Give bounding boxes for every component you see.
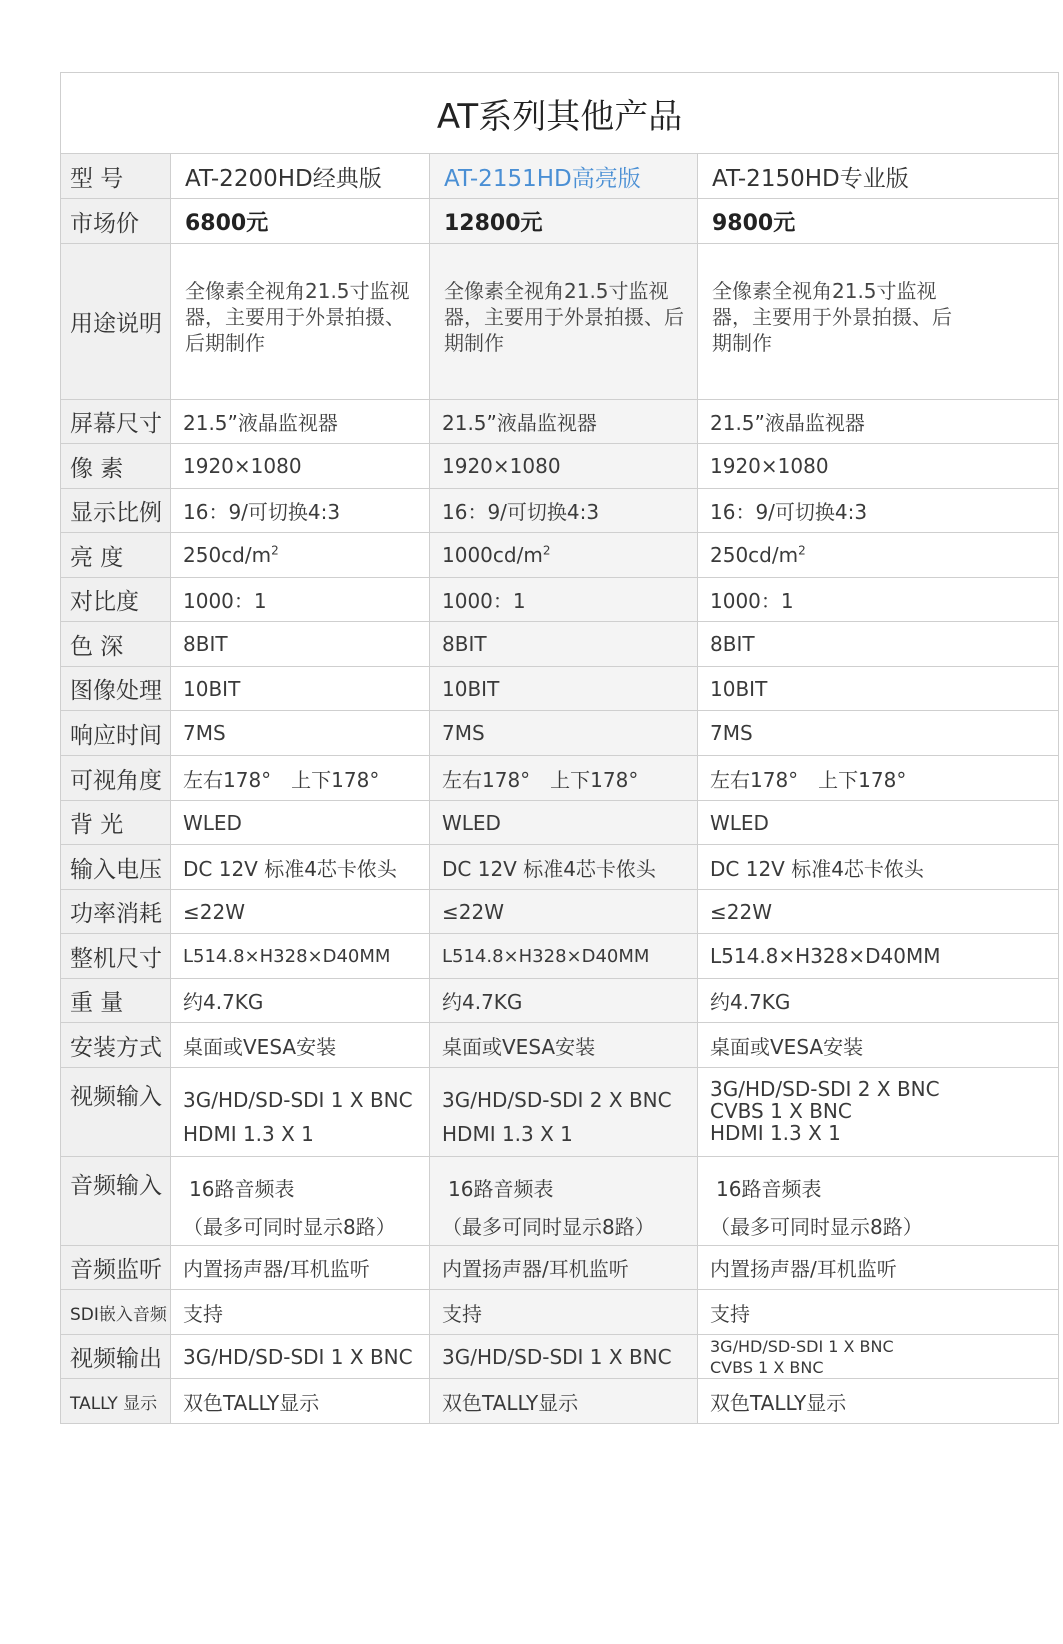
cell-value: 支持	[430, 1290, 698, 1335]
superscript: 2	[271, 543, 279, 558]
row-label: 整机尺寸	[61, 934, 171, 979]
row-dimensions	[61, 934, 1059, 979]
row-label: 音频输入	[61, 1157, 171, 1246]
row-video-input	[61, 1068, 1059, 1157]
row-processing	[61, 667, 1059, 711]
cell-value: 内置扬声器/耳机监听	[171, 1246, 430, 1290]
row-audio-monitor	[61, 1246, 1059, 1290]
cell-value	[171, 1068, 430, 1157]
cell-value	[698, 533, 1059, 578]
cell-value: L514.8×H328×D40MM	[171, 934, 430, 979]
cell-value: 约4.7KG	[698, 979, 1059, 1023]
cell-line: （最多可同时显示8路）	[710, 1215, 923, 1239]
usage-description: 全像素全视角21.5寸监视器，主要用于外景拍摄、后期制作	[698, 244, 1059, 400]
row-label: 屏幕尺寸	[61, 400, 171, 444]
cell-value: 桌面或VESA安装	[698, 1023, 1059, 1068]
cell-line: 3G/HD/SD-SDI 2 X BNC	[442, 1088, 672, 1112]
cell-value: 16：9/可切换4:3	[698, 489, 1059, 533]
brightness-value: 250cd/m	[183, 543, 272, 567]
row-response	[61, 711, 1059, 756]
cell-line: CVBS 1 X BNC	[710, 1357, 824, 1377]
cell-value: WLED	[430, 801, 698, 845]
cell-value: 7MS	[698, 711, 1059, 756]
cell-value: 桌面或VESA安装	[430, 1023, 698, 1068]
row-label: 安装方式	[61, 1023, 171, 1068]
cell-line: （最多可同时显示8路）	[442, 1215, 655, 1239]
cell-value: 支持	[171, 1290, 430, 1335]
row-backlight	[61, 801, 1059, 845]
cell-value: L514.8×H328×D40MM	[430, 934, 698, 979]
cell-value	[430, 1157, 698, 1246]
usage-description: 全像素全视角21.5寸监视器，主要用于外景拍摄、后期制作	[171, 244, 430, 400]
row-ratio	[61, 489, 1059, 533]
cell-value: 1000：1	[698, 578, 1059, 622]
row-video-output	[61, 1335, 1059, 1379]
cell-value: 7MS	[171, 711, 430, 756]
cell-value: 约4.7KG	[171, 979, 430, 1023]
row-screen	[61, 400, 1059, 444]
row-label: 背 光	[61, 801, 171, 845]
cell-value: 21.5”液晶监视器	[698, 400, 1059, 444]
cell-value: 左右178° 上下178°	[698, 756, 1059, 801]
cell-value: 8BIT	[171, 622, 430, 667]
row-label: 型 号	[61, 154, 171, 199]
usage-description: 全像素全视角21.5寸监视器，主要用于外景拍摄、后期制作	[430, 244, 698, 400]
cell-value	[171, 533, 430, 578]
row-mount	[61, 1023, 1059, 1068]
spec-table-container	[60, 72, 1058, 1424]
model-name: AT-2200HD经典版	[171, 154, 430, 199]
brightness-value: 1000cd/m	[442, 543, 543, 567]
cell-value: 1000：1	[430, 578, 698, 622]
cell-value: 8BIT	[430, 622, 698, 667]
cell-line: 16路音频表	[448, 1177, 554, 1201]
row-voltage	[61, 845, 1059, 890]
row-label: 像 素	[61, 444, 171, 489]
cell-line: 3G/HD/SD-SDI 2 X BNC	[710, 1077, 940, 1101]
row-contrast	[61, 578, 1059, 622]
cell-value: 1920×1080	[430, 444, 698, 489]
row-label: 图像处理	[61, 667, 171, 711]
cell-value	[698, 1068, 1059, 1157]
row-price	[61, 199, 1059, 244]
row-model	[61, 154, 1059, 199]
cell-value: 双色TALLY显示	[430, 1379, 698, 1424]
cell-value: 1000：1	[171, 578, 430, 622]
row-audio-input	[61, 1157, 1059, 1246]
cell-value: 支持	[698, 1290, 1059, 1335]
title-row	[61, 73, 1059, 154]
cell-value: 10BIT	[698, 667, 1059, 711]
cell-value: 21.5”液晶监视器	[430, 400, 698, 444]
cell-value	[430, 1335, 698, 1379]
cell-value: 左右178° 上下178°	[171, 756, 430, 801]
row-tally	[61, 1379, 1059, 1424]
row-label: 输入电压	[61, 845, 171, 890]
cell-line: 16路音频表	[716, 1177, 822, 1201]
cell-value: 21.5”液晶监视器	[171, 400, 430, 444]
row-label: 响应时间	[61, 711, 171, 756]
cell-value: L514.8×H328×D40MM	[698, 934, 1059, 979]
row-label: 显示比例	[61, 489, 171, 533]
cell-value	[171, 1157, 430, 1246]
cell-value: DC 12V 标准4芯卡侬头	[171, 845, 430, 890]
price-value: 6800元	[171, 199, 430, 244]
row-label: 亮 度	[61, 533, 171, 578]
row-brightness	[61, 533, 1059, 578]
cell-line: （最多可同时显示8路）	[183, 1215, 396, 1239]
cell-value: 1920×1080	[171, 444, 430, 489]
cell-value: 内置扬声器/耳机监听	[430, 1246, 698, 1290]
cell-value: DC 12V 标准4芯卡侬头	[698, 845, 1059, 890]
cell-value	[430, 533, 698, 578]
cell-value: 左右178° 上下178°	[430, 756, 698, 801]
cell-value: WLED	[698, 801, 1059, 845]
row-label: 功率消耗	[61, 890, 171, 934]
cell-value: 双色TALLY显示	[171, 1379, 430, 1424]
superscript: 2	[798, 543, 806, 558]
page-title: AT系列其他产品	[61, 73, 1059, 154]
row-label: SDI嵌入音频	[61, 1290, 171, 1335]
cell-value: ≤22W	[430, 890, 698, 934]
cell-line: 3G/HD/SD-SDI 1 X BNC	[183, 1088, 413, 1112]
cell-line: HDMI 1.3 X 1	[442, 1122, 573, 1146]
row-label: 对比度	[61, 578, 171, 622]
superscript: 2	[542, 543, 551, 558]
row-label: 可视角度	[61, 756, 171, 801]
price-value: 12800元	[430, 199, 698, 244]
cell-value	[698, 1157, 1059, 1246]
cell-value: 桌面或VESA安装	[171, 1023, 430, 1068]
row-label: 音频监听	[61, 1246, 171, 1290]
row-label: 视频输出	[61, 1335, 171, 1379]
cell-line: HDMI 1.3 X 1	[183, 1122, 314, 1146]
cell-value: 约4.7KG	[430, 979, 698, 1023]
model-name-highlighted: AT-2151HD高亮版	[430, 154, 698, 199]
cell-line: CVBS 1 X BNC	[710, 1099, 852, 1123]
row-usage	[61, 244, 1059, 400]
row-label: 市场价	[61, 199, 171, 244]
cell-value: 10BIT	[171, 667, 430, 711]
row-weight	[61, 979, 1059, 1023]
spec-table	[60, 72, 1059, 1424]
cell-value: 1920×1080	[698, 444, 1059, 489]
row-sdi-audio	[61, 1290, 1059, 1335]
cell-value: WLED	[171, 801, 430, 845]
brightness-value: 250cd/m	[710, 543, 799, 567]
cell-value: ≤22W	[171, 890, 430, 934]
row-label: 重 量	[61, 979, 171, 1023]
cell-value	[171, 1335, 430, 1379]
cell-value	[430, 1068, 698, 1157]
cell-value	[698, 1335, 1059, 1379]
cell-value: 8BIT	[698, 622, 1059, 667]
cell-line: 3G/HD/SD-SDI 1 X BNC	[183, 1344, 413, 1369]
cell-value: 内置扬声器/耳机监听	[698, 1246, 1059, 1290]
cell-value: 双色TALLY显示	[698, 1379, 1059, 1424]
cell-value: 16：9/可切换4:3	[171, 489, 430, 533]
cell-value: 10BIT	[430, 667, 698, 711]
row-label: TALLY 显示	[61, 1379, 171, 1424]
cell-line: 3G/HD/SD-SDI 1 X BNC	[442, 1344, 672, 1369]
row-pixels	[61, 444, 1059, 489]
price-value: 9800元	[698, 199, 1059, 244]
row-label: 用途说明	[61, 244, 171, 400]
cell-line: 3G/HD/SD-SDI 1 X BNC	[710, 1336, 894, 1356]
cell-line: HDMI 1.3 X 1	[710, 1121, 841, 1145]
row-color-depth	[61, 622, 1059, 667]
row-viewing-angle	[61, 756, 1059, 801]
model-name: AT-2150HD专业版	[698, 154, 1059, 199]
row-power	[61, 890, 1059, 934]
cell-value: 16：9/可切换4:3	[430, 489, 698, 533]
cell-value: 7MS	[430, 711, 698, 756]
cell-value: DC 12V 标准4芯卡侬头	[430, 845, 698, 890]
row-label: 视频输入	[61, 1068, 171, 1157]
cell-value: ≤22W	[698, 890, 1059, 934]
row-label: 色 深	[61, 622, 171, 667]
cell-line: 16路音频表	[189, 1177, 295, 1201]
